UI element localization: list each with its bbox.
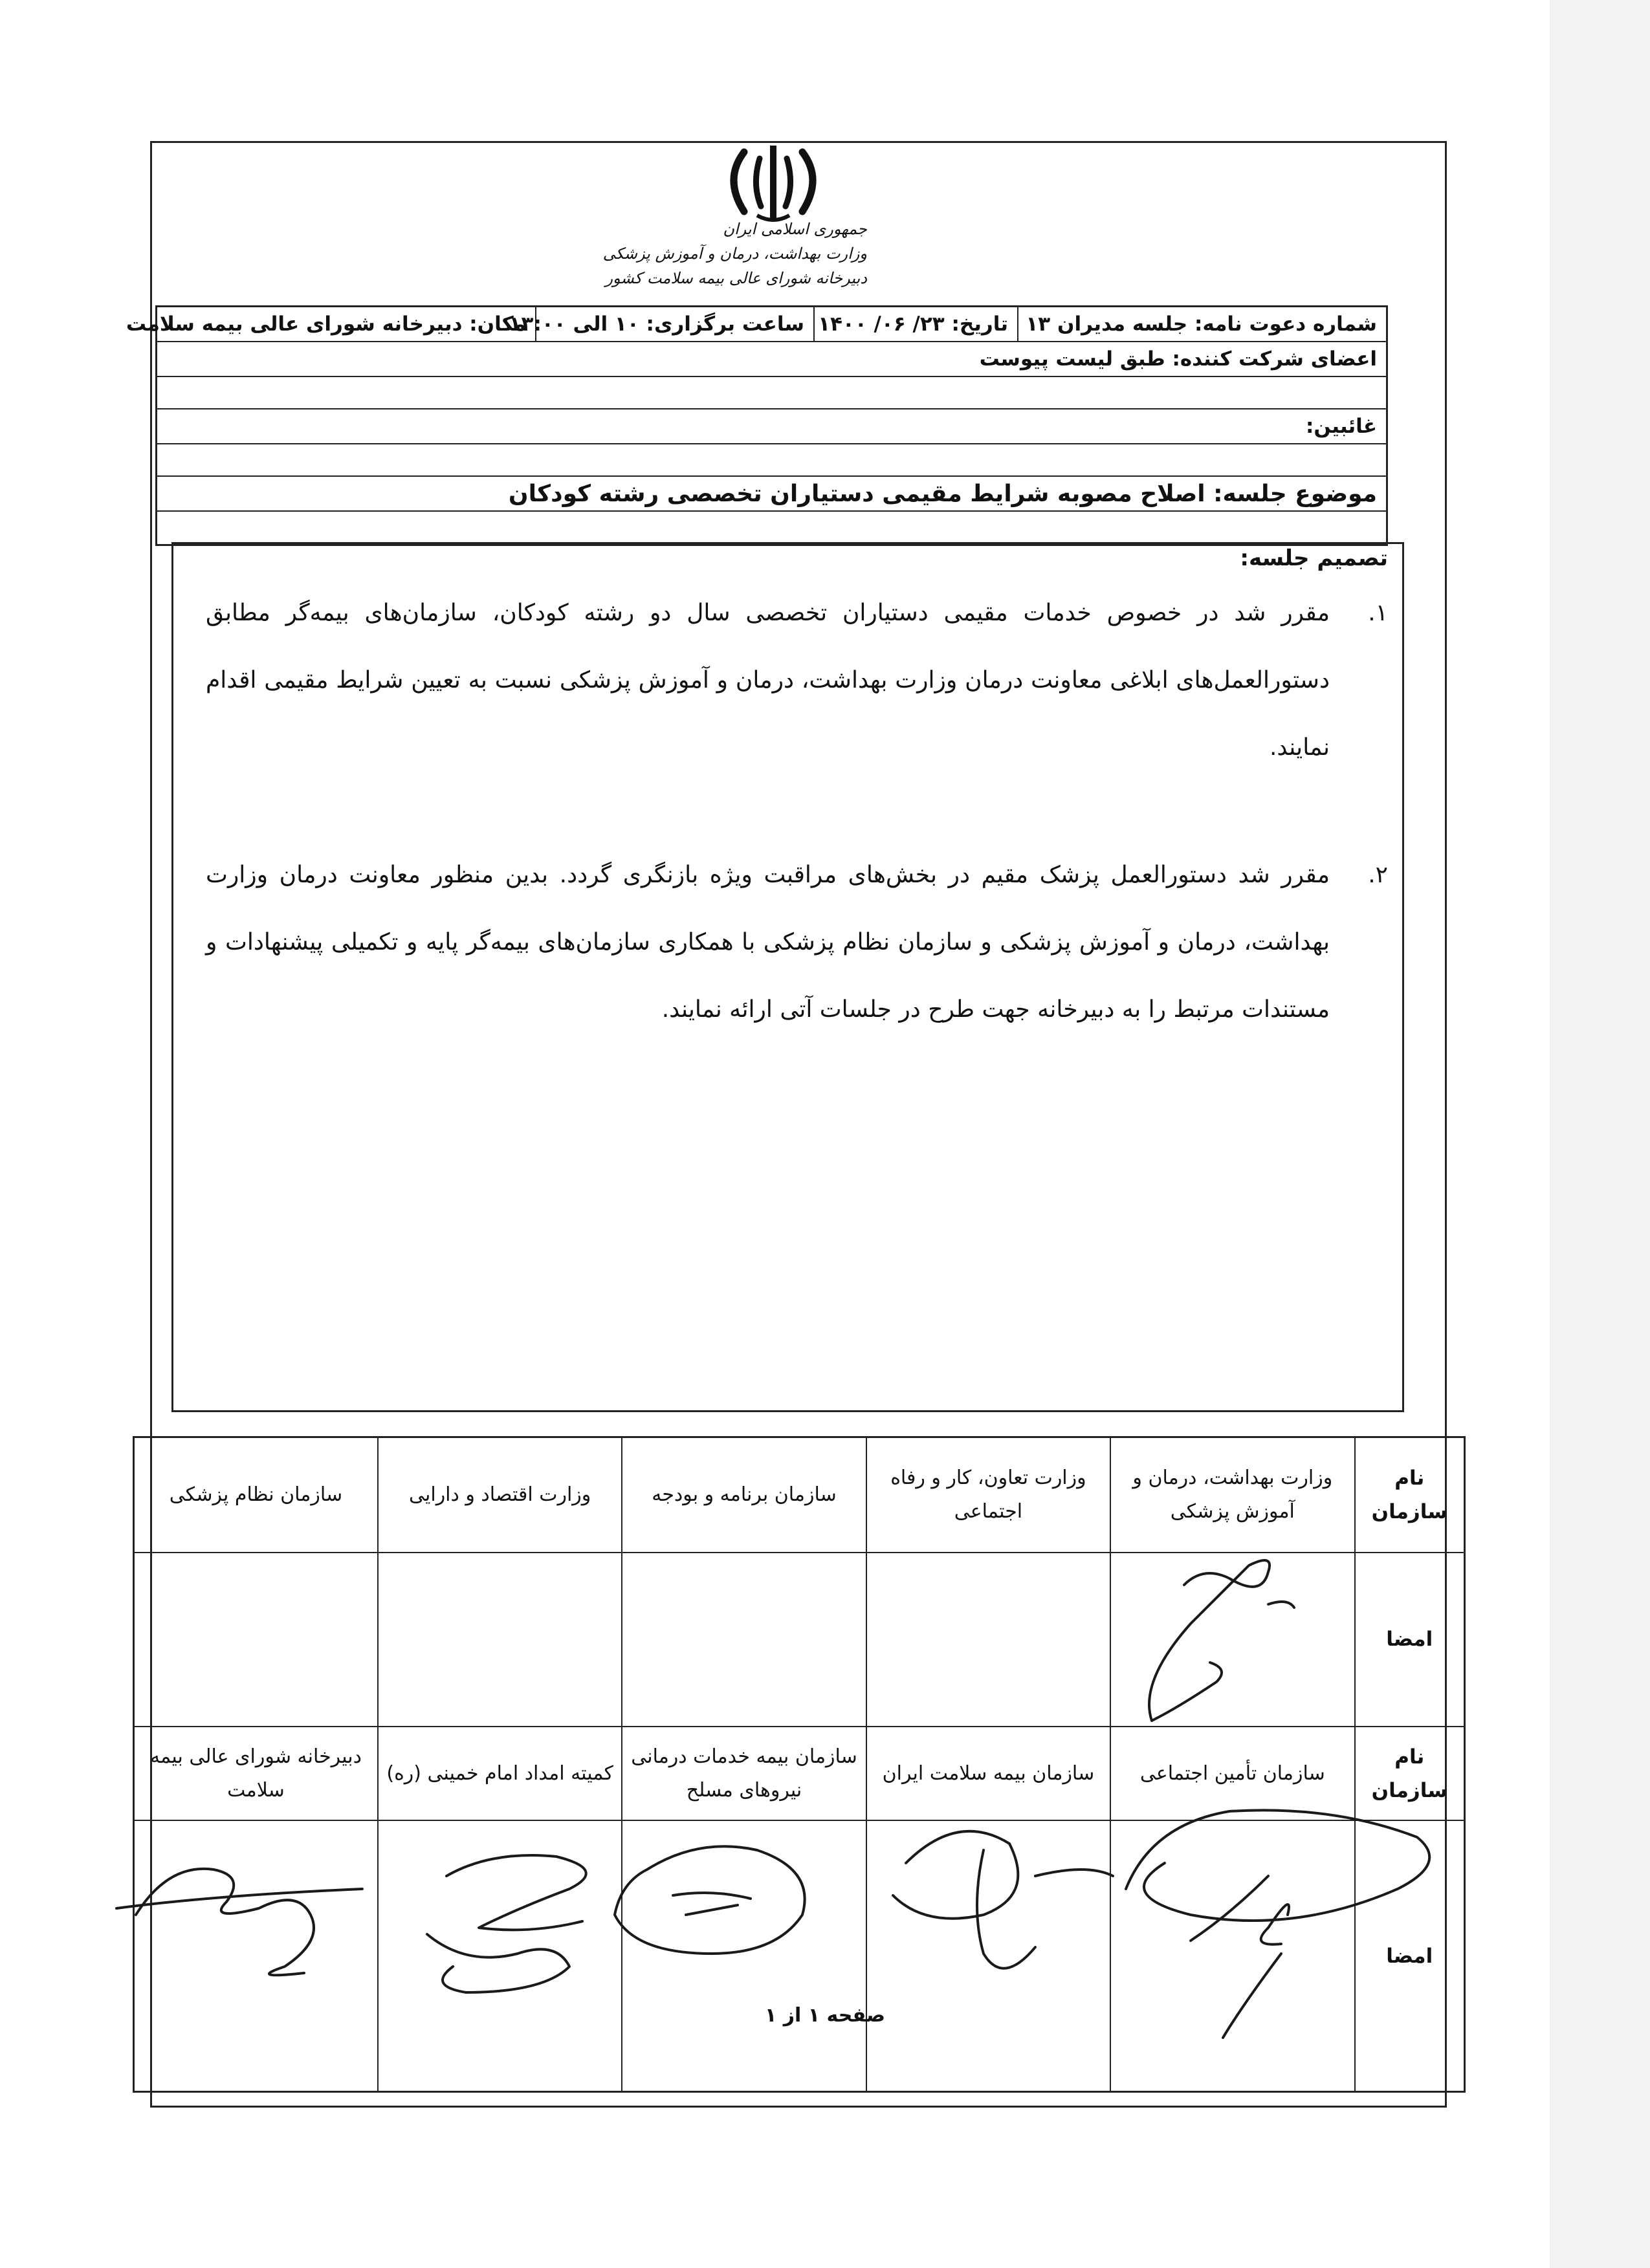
signature-cell <box>622 1553 866 1727</box>
meeting-date: تاریخ: ۲۳/ ۰۶/ ۱۴۰۰ <box>813 307 1017 341</box>
org-cell: کمیته امداد امام خمینی (ره) <box>378 1727 622 1820</box>
letterhead-line-1: جمهوری اسلامی ایران <box>723 220 867 238</box>
signature-cell <box>134 1820 378 2091</box>
signature-cell <box>622 1820 866 2091</box>
org-label: نام سازمان <box>1355 1727 1465 1820</box>
org-label: نام سازمان <box>1355 1437 1465 1553</box>
scan-background-strip <box>1550 0 1650 2268</box>
attendees: اعضای شرکت کننده: طبق لیست پیوست <box>979 347 1377 371</box>
decision-item-number: ۲. <box>1368 862 1388 888</box>
signature-cell <box>378 1553 622 1727</box>
signature-cell <box>134 1553 378 1727</box>
letterhead <box>602 217 867 290</box>
meeting-place: مکان: دبیرخانه شورای عالی بیمه سلامت <box>126 312 526 336</box>
org-cell: سازمان تأمین اجتماعی <box>1110 1727 1354 1820</box>
decision-item-1 <box>206 580 1388 781</box>
meeting-subject: موضوع جلسه: اصلاح مصوبه شرایط مقیمی دستیاران تخصصی رشته کودکان <box>508 480 1377 507</box>
signature-cell <box>866 1820 1110 2091</box>
decision-item-2 <box>206 842 1388 1043</box>
subject-row <box>157 477 1386 512</box>
signature-cell <box>1110 1553 1354 1727</box>
absentees-blank-row <box>157 444 1386 477</box>
emblem-icon <box>718 139 828 230</box>
org-cell: وزارت بهداشت، درمان و آموزش پزشکی <box>1110 1437 1354 1553</box>
sign-label: امضا <box>1355 1820 1465 2091</box>
organizations-row-1 <box>134 1437 1465 1553</box>
signatures-row-1 <box>134 1553 1465 1727</box>
invitation-number: شماره دعوت نامه: جلسه مدیران ۱۳ <box>1017 307 1386 341</box>
attendees-row <box>157 342 1386 377</box>
attendees-blank-row <box>157 377 1386 409</box>
letterhead-line-3: دبیرخانه شورای عالی بیمه سلامت کشور <box>605 269 867 287</box>
decision-item-number: ۱. <box>1368 600 1388 626</box>
org-cell: سازمان برنامه و بودجه <box>622 1437 866 1553</box>
signature-cell <box>378 1820 622 2091</box>
signature-cell <box>1110 1820 1354 2091</box>
org-cell: دبیرخانه شورای عالی بیمه سلامت <box>134 1727 378 1820</box>
signature-table <box>133 1436 1466 2093</box>
org-cell: سازمان نظام پزشکی <box>134 1437 378 1553</box>
decision-box <box>171 542 1404 1412</box>
decision-title: تصمیم جلسه: <box>1240 545 1388 571</box>
absentees: غائبین: <box>1305 415 1377 438</box>
signatures-row-2 <box>134 1820 1465 2091</box>
decision-item-text: مقرر شد در خصوص خدمات مقیمی دستیاران تخصصی سال دو رشته کودکان، سازمان‌های بیمه‌گر مطابق دستورالعمل‌های ابلاغی معاونت درمان وزارت بهداشت، درمان و آموزش پزشکی نسبت به تعیین شرایط مقیمی اقدام نمایند. <box>206 600 1330 761</box>
org-cell: وزارت تعاون، کار و رفاه اجتماعی <box>866 1437 1110 1553</box>
organizations-row-2 <box>134 1727 1465 1820</box>
absentees-row <box>157 409 1386 444</box>
org-cell: وزارت اقتصاد و دارایی <box>378 1437 622 1553</box>
meeting-time: ساعت برگزاری: ۱۰ الی ۱۳:۰۰ <box>535 307 813 341</box>
org-cell: سازمان بیمه سلامت ایران <box>866 1727 1110 1820</box>
signature-cell <box>866 1553 1110 1727</box>
letterhead-line-2: وزارت بهداشت، درمان و آموزش پزشکی <box>602 245 867 263</box>
page-number: صفحه ۱ از ۱ <box>765 2004 885 2027</box>
org-cell: سازمان بیمه خدمات درمانی نیروهای مسلح <box>622 1727 866 1820</box>
sign-label: امضا <box>1355 1553 1465 1727</box>
subject-blank-row <box>157 512 1386 544</box>
meeting-header-row <box>126 307 1386 342</box>
meeting-info-table <box>126 305 1388 546</box>
decision-item-text: مقرر شد دستورالعمل پزشک مقیم در بخش‌های مراقبت ویژه بازنگری گردد. بدین منظور معاونت درمان وزارت بهداشت، درمان و آموزش پزشکی و سازمان نظام پزشکی با همکاری سازمان‌های بیمه‌گر پایه و تکمیلی پیشنهادات و مستندات مرتبط را به دبیرخانه جهت طرح در جلسات آتی ارائه نمایند. <box>206 862 1330 1023</box>
